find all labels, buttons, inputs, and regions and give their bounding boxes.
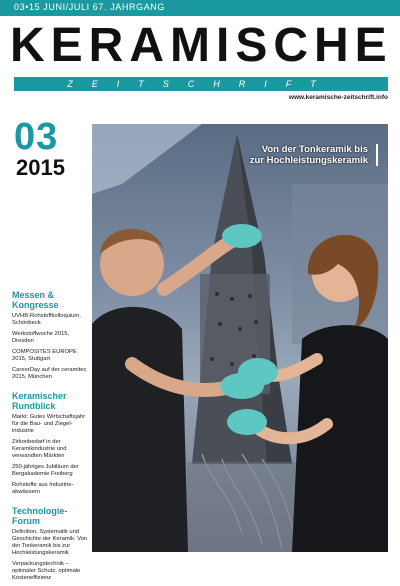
headline-line: zur Hochleistungskeramik xyxy=(249,155,368,166)
section-messen xyxy=(12,290,88,381)
issue-year: 2015 xyxy=(16,155,65,180)
section-item: Rohstoffe aus Industrie-abwässern xyxy=(12,482,74,495)
section-item: CareerDay auf der ceramitec 2015, München xyxy=(12,367,87,380)
masthead-subtitle: ZEITSCHRIFT xyxy=(67,79,335,89)
section-item: COMPOSITES EUROPE 2015, Stuttgart xyxy=(12,349,77,362)
section-title: Messen & Kongresse xyxy=(12,290,59,310)
cover-photo xyxy=(92,124,388,552)
section-item: Zirkonbedarf in der Keramikindustrie und verwandten Märkten xyxy=(12,439,67,459)
headline-line: Von der Tonkeramik bis xyxy=(261,144,368,155)
section-title: Keramischer Rundblick xyxy=(12,391,67,411)
section-title: Technologie-Forum xyxy=(12,506,68,526)
section-item: Definition, Systematik und Geschichte der Keramik: Von der Tonkeramik bis zur Hochleistungskeramik xyxy=(12,529,88,556)
top-bar xyxy=(0,0,400,16)
issue-line: 03•15 JUNI/JULI 67. JAHRGANG xyxy=(14,2,165,12)
section-item: UVHB-Rohstoffkolloquium, Schönbeck xyxy=(12,313,81,326)
cover-illustration xyxy=(92,124,388,552)
section-item: 250-jähriges Jubiläum der Bergakademie Freiberg xyxy=(12,464,79,477)
contents-sidebar xyxy=(12,290,88,586)
issue-number: 03 xyxy=(14,116,59,158)
website-url[interactable]: www.keramische-zeitschrift.info xyxy=(288,94,388,101)
section-item: Werkstoffwoche 2015, Dresden xyxy=(12,331,70,344)
subtitle-bar xyxy=(14,77,388,91)
section-item: Markt: Gutes Wirtschaftsjahr für die Bau- und Ziegel-industrie xyxy=(12,414,86,434)
section-technologie xyxy=(12,506,88,582)
masthead-title: KERAMISCHE xyxy=(10,19,393,72)
cover-headline xyxy=(250,144,378,166)
section-rundblick xyxy=(12,391,88,496)
section-item: Verpackungstechnik – optimaler Schutz, optimale Kosteneffizienz xyxy=(12,561,81,581)
